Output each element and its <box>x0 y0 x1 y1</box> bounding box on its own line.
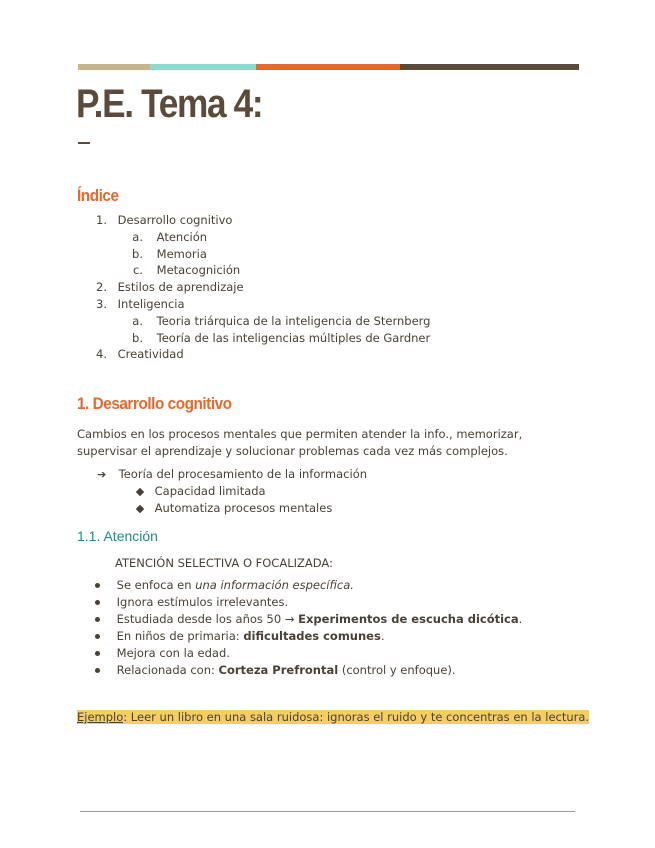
list-item <box>131 313 430 330</box>
bullet-item <box>95 577 354 594</box>
diamond-list-item <box>137 500 332 517</box>
list-number: b. <box>132 247 143 261</box>
list-item <box>95 296 185 313</box>
text: (control y enfoque). <box>338 663 456 677</box>
list-item <box>131 229 207 246</box>
bullet-item <box>95 594 288 611</box>
list-number: 1. <box>96 213 107 227</box>
example-text: : Leer un libro en una sala ruidosa: ignoras el ruido y te concentras en la lectura. <box>123 710 590 724</box>
list-item-label: Teoría de las inteligencias múltiples de Gardner <box>156 331 431 345</box>
list-number: b. <box>132 331 143 345</box>
bullet-item <box>95 628 385 645</box>
indice-heading: Índice <box>77 186 119 205</box>
example-line <box>77 709 589 726</box>
title-dash <box>78 142 90 144</box>
bullet-icon <box>95 600 100 605</box>
arrow-list-item <box>97 466 367 483</box>
list-item-label: Inteligencia <box>117 297 185 311</box>
list-item-label: Metacognición <box>156 263 241 277</box>
list-number: a. <box>132 230 143 244</box>
list-item <box>95 212 232 229</box>
example-label: Ejemplo <box>77 710 124 724</box>
bullet-icon <box>95 583 100 588</box>
section-paragraph: Cambios en los procesos mentales que permiten atender la info., memorizar, supervisar el aprendizaje y solucionar problemas cada vez más complejos. <box>77 427 523 458</box>
text: Relacionada con: <box>116 663 219 677</box>
bar-segment-tan <box>78 64 150 70</box>
section-heading-desarrollo-cognitivo: 1. Desarrollo cognitivo <box>77 394 232 413</box>
bar-segment-teal <box>150 64 256 70</box>
bullet-icon <box>95 668 100 673</box>
list-item-label: Estilos de aprendizaje <box>117 280 244 294</box>
bold-text: Corteza Prefrontal <box>218 663 339 677</box>
bullet-icon <box>95 617 100 622</box>
bullet-icon <box>95 651 100 656</box>
list-item-label: Atención <box>156 230 208 244</box>
bar-segment-brown <box>400 64 579 70</box>
list-item-label: Desarrollo cognitivo <box>117 213 233 227</box>
list-number: c. <box>133 263 143 277</box>
text: . <box>518 612 523 626</box>
arrow-icon: ➔ <box>97 468 107 481</box>
list-item-label: Memoria <box>156 247 207 261</box>
bullet-icon <box>95 634 100 639</box>
diamond-bullet-icon <box>136 487 144 495</box>
text: Ignora estímulos irrelevantes. <box>116 595 289 609</box>
list-item-label: Teoría del procesamiento de la información <box>118 467 368 481</box>
diamond-list-item <box>137 483 266 500</box>
list-item-label: Creatividad <box>117 347 184 361</box>
attention-label: ATENCIÓN SELECTIVA O FOCALIZADA: <box>115 556 333 570</box>
italic-text: una información específica. <box>195 578 354 592</box>
text: Estudiada desde los años 50 → <box>116 612 299 626</box>
list-item <box>131 330 430 347</box>
list-number: 3. <box>96 297 107 311</box>
bold-text: Experimentos de escucha dicótica <box>298 612 519 626</box>
list-item <box>95 279 244 296</box>
footer-rule <box>80 811 575 812</box>
list-item-label: Teoria triárquica de la inteligencia de Sternberg <box>156 314 431 328</box>
list-item <box>131 262 240 279</box>
bullet-item <box>95 662 456 679</box>
text: . <box>380 629 385 643</box>
text: Se enfoca en <box>116 578 196 592</box>
bullet-item <box>95 645 230 662</box>
document-title: P.E. Tema 4: <box>76 82 263 126</box>
list-number: 2. <box>96 280 107 294</box>
text: En niños de primaria: <box>116 629 244 643</box>
decorative-color-bar <box>78 64 579 70</box>
subsection-heading-atencion: 1.1. Atención <box>77 528 158 544</box>
list-item <box>131 246 207 263</box>
list-item-label: Automatiza procesos mentales <box>154 501 333 515</box>
bold-text: dificultades comunes <box>243 629 381 643</box>
list-number: 4. <box>96 347 107 361</box>
list-item-label: Capacidad limitada <box>154 484 266 498</box>
list-item <box>95 346 184 363</box>
diamond-bullet-icon <box>136 504 144 512</box>
list-number: a. <box>132 314 143 328</box>
bullet-item <box>95 611 522 628</box>
bar-segment-orange <box>256 64 400 70</box>
text: Mejora con la edad. <box>116 646 230 660</box>
